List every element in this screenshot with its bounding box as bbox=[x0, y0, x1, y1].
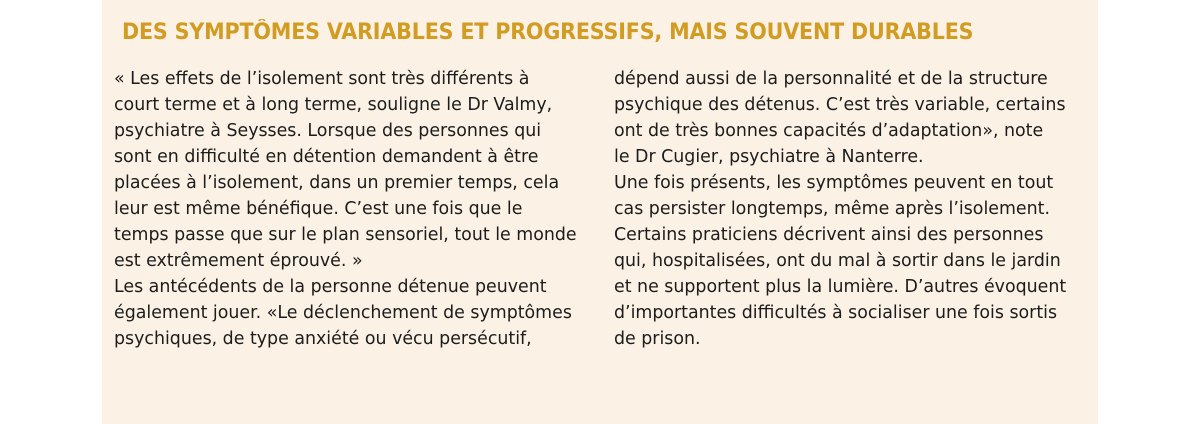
text-line: dépend aussi de la personnalité et de la structure bbox=[614, 69, 1048, 89]
text-line: psychique des détenus. C’est très variable, certains bbox=[614, 95, 1066, 115]
text-line: également jouer. «Le déclenchement de symptômes bbox=[114, 303, 572, 323]
text-line: Certains praticiens décrivent ainsi des personnes bbox=[614, 225, 1044, 245]
text-line: Une fois présents, les symptômes peuvent en tout bbox=[614, 173, 1054, 193]
paragraph-quote-valmy bbox=[114, 66, 602, 274]
text-line: de prison. bbox=[614, 329, 701, 349]
text-line: « Les effets de l’isolement sont très différents à bbox=[114, 69, 530, 89]
text-line: psychiques, de type anxiété ou vécu persécutif, bbox=[114, 329, 532, 349]
paragraph-antecedents bbox=[114, 274, 602, 352]
paragraph-persistence bbox=[614, 170, 1090, 352]
text-line: d’importantes difficultés à socialiser une fois sortis bbox=[614, 303, 1058, 323]
paragraph-quote-cugier bbox=[614, 66, 1090, 170]
text-line: court terme et à long terme, souligne le Dr Valmy, bbox=[114, 95, 553, 115]
text-line: ont de très bonnes capacités d’adaptation», note bbox=[614, 121, 1044, 141]
text-line: placées à l’isolement, dans un premier temps, cela bbox=[114, 173, 560, 193]
text-line: leur est même bénéfique. C’est une fois que le bbox=[114, 199, 523, 219]
text-line: Les antécédents de la personne détenue peuvent bbox=[114, 277, 547, 297]
text-line: et ne supportent plus la lumière. D’autres évoquent bbox=[614, 277, 1067, 297]
section-heading: DES SYMPTÔMES VARIABLES ET PROGRESSIFS, MAIS SOUVENT DURABLES bbox=[122, 20, 974, 45]
text-line: cas persister longtemps, même après l’isolement. bbox=[614, 199, 1050, 219]
right-column bbox=[614, 66, 1090, 352]
text-line: temps passe que sur le plan sensoriel, tout le monde bbox=[114, 225, 577, 245]
text-line: le Dr Cugier, psychiatre à Nanterre. bbox=[614, 147, 924, 167]
text-line: sont en difficulté en détention demandent à être bbox=[114, 147, 539, 167]
text-line: qui, hospitalisées, ont du mal à sortir dans le jardin bbox=[614, 251, 1061, 271]
text-line: est extrêmement éprouvé. » bbox=[114, 251, 363, 271]
article-box bbox=[102, 0, 1098, 424]
left-column bbox=[114, 66, 602, 352]
text-line: psychiatre à Seysses. Lorsque des personnes qui bbox=[114, 121, 542, 141]
